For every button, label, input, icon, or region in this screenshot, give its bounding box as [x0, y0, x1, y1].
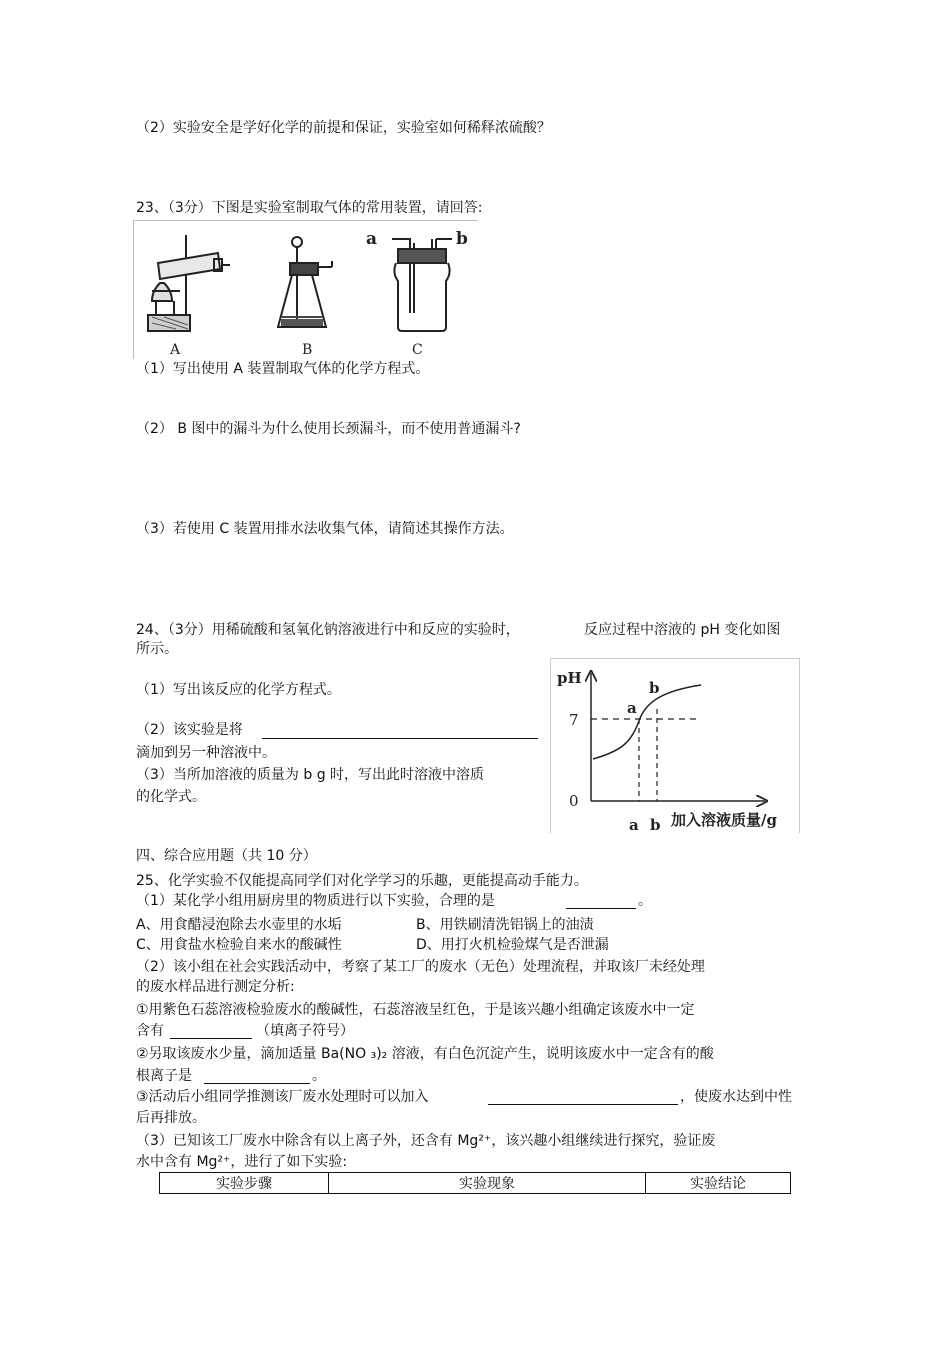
port-a-label: a: [366, 229, 378, 249]
header-phenomena: 实验现象: [329, 1173, 646, 1194]
caption-b: B: [302, 342, 313, 358]
acid-radical-blank[interactable]: [204, 1083, 310, 1084]
q24-part2-blank[interactable]: [262, 738, 538, 739]
option-a: A、用食醋浸泡除去水壶里的水垢: [136, 917, 342, 933]
header-conclusion: 实验结论: [646, 1173, 791, 1194]
ph-chart: [550, 658, 800, 833]
port-b-label: b: [456, 229, 468, 249]
ph-curve: [593, 685, 701, 759]
apparatus-a-drawing: [148, 235, 230, 331]
x-axis-label: 加入溶液质量/g: [671, 811, 777, 829]
q25-heading: 25、化学实验不仅能提高同学们对化学学习的乐趣，更能提高动手能力。: [136, 873, 588, 889]
q23-heading: 23、（3分）下图是实验室制取气体的常用装置，请回答:: [136, 200, 483, 216]
q24-heading-right: 反应过程中溶液的 pH 变化如图: [584, 622, 781, 638]
q25-step2-end: 。: [312, 1068, 326, 1084]
y-axis-label: pH: [557, 669, 582, 687]
q25-step2-line2: 根离子是: [136, 1068, 192, 1084]
q24-part2: （2）该实验是将: [136, 722, 243, 738]
q25-step2: ②另取该废水少量，滴加适量 Ba(NO ₃)₂ 溶液，有白色沉淀产生，说明该废水中一定含有的酸: [136, 1046, 714, 1062]
q22-part2: （2）实验安全是学好化学的前提和保证，实验室如何稀释浓硫酸？: [136, 120, 551, 136]
option-b: B、用铁刷清洗铝锅上的油渍: [416, 917, 594, 933]
section4-heading: 四、综合应用题（共 10 分）: [136, 848, 317, 864]
point-a-label: a: [627, 699, 637, 717]
q25-step3-line2: 后再排放。: [136, 1110, 206, 1126]
apparatus-drawing: [134, 221, 478, 359]
q25-step3-suffix: ，使废水达到中性: [680, 1089, 792, 1105]
q23-part2: （2） B 图中的漏斗为什么使用长颈漏斗，而不使用普通漏斗?: [136, 421, 521, 437]
apparatus-c-drawing: [392, 239, 452, 331]
q23-part1: （1）写出使用 A 装置制取气体的化学方程式。: [136, 361, 430, 377]
q23-part3: （3）若使用 C 装置用排水法收集气体，请简述其操作方法。: [136, 521, 514, 537]
q25-part2-line2: 的废水样品进行测定分析:: [136, 979, 295, 995]
ph-chart-svg: [551, 659, 799, 833]
q25-part3: （3）已知该工厂废水中除含有以上离子外，还含有 Mg²⁺，该兴趣小组继续进行探究，验证废: [136, 1133, 716, 1149]
x-tick-b: b: [650, 816, 661, 833]
q25-part3-line2: 水中含有 Mg²⁺，进行了如下实验:: [136, 1154, 348, 1170]
experiment-table: [159, 1172, 791, 1194]
q25-step1: ①用紫色石蕊溶液检验废水的酸碱性，石蕊溶液呈红色，于是该兴趣小组确定该废水中一定: [136, 1002, 695, 1018]
q25-part2: （2）该小组在社会实践活动中，考察了某工厂的废水（无色）处理流程，并取该厂未经处理: [136, 959, 705, 975]
caption-a: A: [170, 342, 181, 358]
q24-part3: （3）当所加溶液的质量为 b g 时，写出此时溶液中溶质: [136, 767, 485, 783]
q25-step1-hint: （填离子符号）: [256, 1023, 354, 1039]
x-tick-a: a: [629, 816, 639, 833]
q24-part3-line2: 的化学式。: [136, 789, 206, 805]
q25-step1-line2: 含有: [136, 1023, 164, 1039]
caption-c: C: [412, 342, 423, 358]
q25-step3: ③活动后小组同学推测该厂废水处理时可以加入: [136, 1089, 429, 1105]
q25-part1-blank[interactable]: [566, 908, 636, 909]
q24-heading-line2: 所示。: [136, 641, 178, 657]
option-c: C、用食盐水检验自来水的酸碱性: [136, 937, 342, 953]
q24-part1: （1）写出该反应的化学方程式。: [136, 682, 341, 698]
apparatus-b-drawing: [278, 237, 332, 327]
neutralizer-blank[interactable]: [488, 1104, 678, 1105]
origin-label: 0: [569, 792, 579, 810]
table-header-row: [160, 1173, 791, 1194]
q24-heading: 24、（3分）用稀硫酸和氢氧化钠溶液进行中和反应的实验时，: [136, 622, 520, 638]
q25-part1: （1）某化学小组用厨房里的物质进行以下实验，合理的是: [136, 893, 495, 909]
q25-part1-end: 。: [638, 893, 652, 909]
header-steps: 实验步骤: [160, 1173, 329, 1194]
y-tick-7: 7: [569, 711, 579, 729]
option-d: D、用打火机检验煤气是否泄漏: [416, 937, 609, 953]
q24-part2-line2: 滴加到另一种溶液中。: [136, 745, 276, 761]
ion-blank[interactable]: [170, 1038, 252, 1039]
point-b-label: b: [649, 679, 660, 697]
apparatus-figure: [133, 220, 478, 359]
